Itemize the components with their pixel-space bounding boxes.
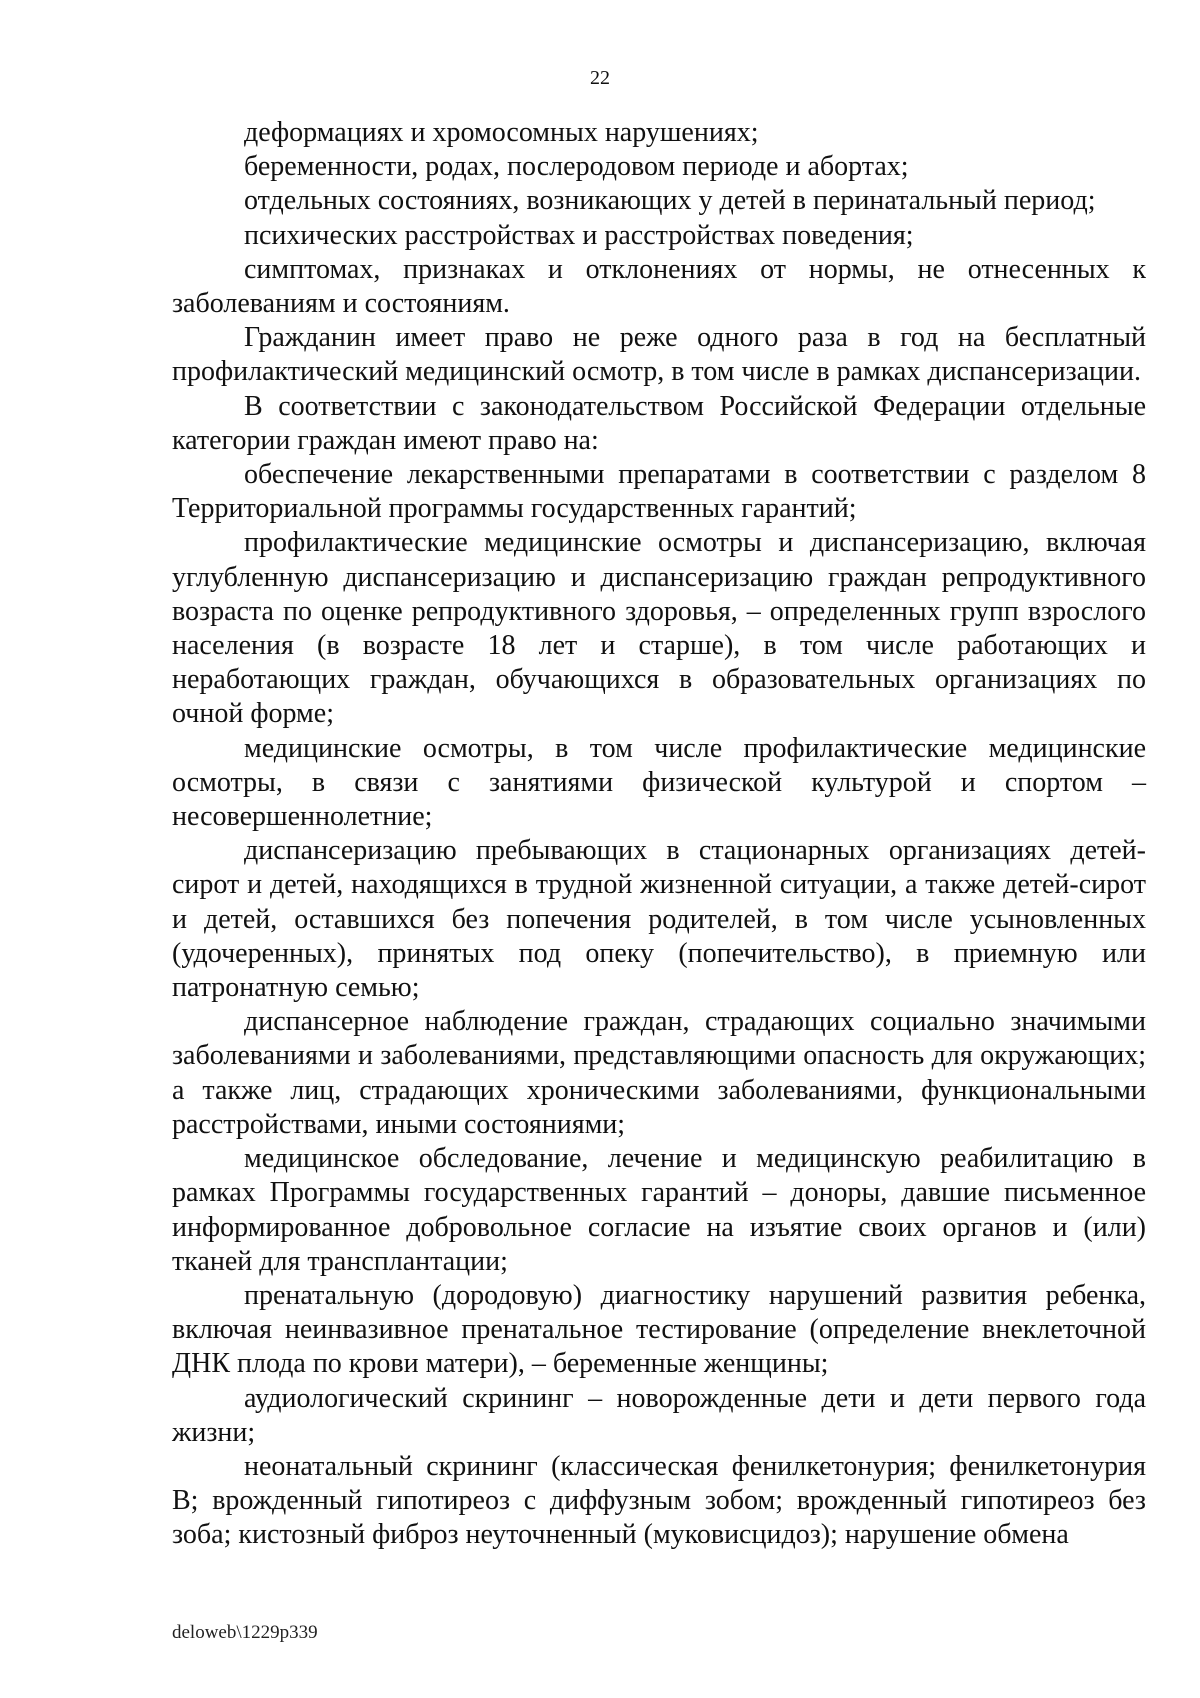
paragraph: В соответствии с законодательством Российской Федерации отдельные категории граждан имеют право на: bbox=[172, 390, 1146, 456]
paragraph: медицинское обследование, лечение и медицинскую реабилитацию в рамках Программы государственных гарантий – доноры, давшие письменное информированное добровольное согласие на изъятие своих органов и (или) тканей для трансплантации; bbox=[172, 1143, 1146, 1277]
document-body bbox=[172, 116, 1146, 1553]
paragraph: беременности, родах, послеродовом периоде и абортах; bbox=[244, 151, 909, 183]
paragraph: отдельных состояниях, возникающих у детей в перинатальный период; bbox=[244, 185, 1096, 217]
paragraph: симптомах, признаках и отклонениях от нормы, не отнесенных к заболеваниям и состояниям. bbox=[172, 253, 1146, 320]
paragraph: психических расстройствах и расстройствах поведения; bbox=[244, 219, 914, 251]
paragraph: Гражданин имеет право не реже одного раза в год на бесплатный профилактический медицинский осмотр, в том числе в рамках диспансеризации. bbox=[172, 322, 1146, 388]
paragraph: диспансеризацию пребывающих в стационарных организациях детей-сирот и детей, находящихся в трудной жизненной ситуации, а также детей-сирот и детей, оставшихся без попечения родителей, в том числе усыновленных (удочеренных), принятых под опеку (попечительство), в приемную или патронатную семью; bbox=[172, 835, 1146, 1004]
paragraph: аудиологический скрининг – новорожденные дети и дети первого года жизни; bbox=[172, 1382, 1146, 1448]
paragraph: медицинские осмотры, в том числе профилактические медицинские осмотры, в связи с занятиями физической культурой и спортом – несовершеннолетние; bbox=[172, 732, 1146, 833]
document-footer-code: deloweb\1229p339 bbox=[172, 1622, 318, 1643]
paragraph: профилактические медицинские осмотры и диспансеризацию, включая углубленную диспансеризацию и диспансеризацию граждан репродуктивного возраста по оценке репродуктивного здоровья, – определенных групп взрослого населения (в возрасте 18 лет и старше), в том числе работающих и неработающих граждан, обучающихся в образовательных организациях по очной форме; bbox=[172, 527, 1146, 730]
paragraph: деформациях и хромосомных нарушениях; bbox=[244, 117, 759, 148]
page-number: 22 bbox=[590, 67, 610, 89]
paragraph: обеспечение лекарственными препаратами в соответствии с разделом 8 Территориальной программы государственных гарантий; bbox=[172, 459, 1146, 525]
paragraph: диспансерное наблюдение граждан, страдающих социально значимыми заболеваниями и заболеваниями, представляющими опасность для окружающих; а также лиц, страдающих хроническими заболеваниями, функциональными расстройствами, иными состояниями; bbox=[172, 1006, 1146, 1140]
paragraph: неонатальный скрининг (классическая фенилкетонурия; фенилкетонурия B; врожденный гипотиреоз с диффузным зобом; врожденный гипотиреоз без зоба; кистозный фиброз неуточненный (муковисцидоз); нарушение обмена bbox=[172, 1450, 1146, 1551]
paragraph: пренатальную (дородовую) диагностику нарушений развития ребенка, включая неинвазивное пренатальное тестирование (определение внеклеточной ДНК плода по крови матери), – беременные женщины; bbox=[172, 1279, 1146, 1380]
